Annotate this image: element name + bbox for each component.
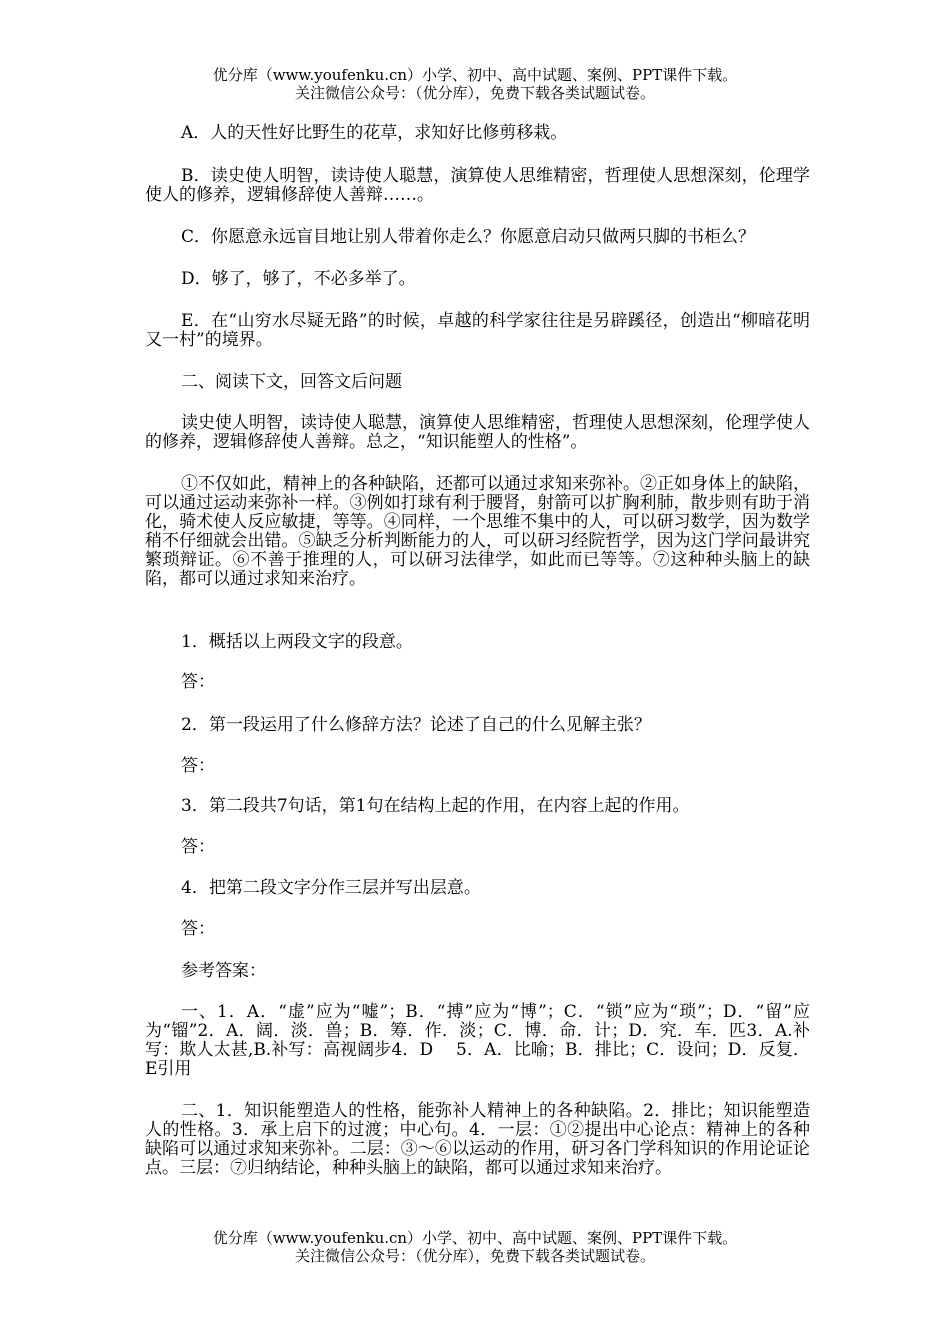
option-d: D．够了，够了，不必多举了。	[181, 269, 416, 289]
page-footer	[0, 1229, 950, 1265]
option-b: B．读史使人明智，读诗使人聪慧，演算使人思维精密，哲理使人思想深刻，伦理学使人的修养，逻辑修辞使人善辩……。	[145, 166, 810, 205]
passage-paragraph-2: ①不仅如此，精神上的各种缺陷，还都可以通过求知来弥补。②正如身体上的缺陷，可以通过运动来弥补一样。③例如打球有利于腰肾，射箭可以扩胸利肺，散步则有助于消化，骑术使人反应敏捷，等等。④同样，一个思维不集中的人，可以研习数学，因为数学稍不仔细就会出错。⑤缺乏分析判断能力的人，可以研习经院哲学，因为这门学问最讲究繁琐辩证。⑥不善于推理的人，可以研习法律学，如此而已等等。⑦这种种头脑上的缺陷，都可以通过求知来治疗。	[145, 474, 810, 589]
answer-key-part-2: 二、1．知识能塑造人的性格，能弥补人精神上的各种缺陷。2．排比；知识能塑造人的性格。3．承上启下的过渡；中心句。4．一层：①②提出中心论点：精神上的各种缺陷可以通过求知来弥补。二层：③～⑥以运动的作用，研习各门学科知识的作用论证论点。三层：⑦归纳结论，种种头脑上的缺陷，都可以通过求知来治疗。	[145, 1101, 810, 1178]
answer-4-label: 答：	[181, 919, 215, 939]
question-1: 1．概括以上两段文字的段意。	[181, 632, 413, 652]
footer-line-1: 优分库（www.youfenku.cn）小学、初中、高中试题、案例、PPT课件下载。	[212, 1229, 738, 1247]
answer-2-label: 答：	[181, 756, 215, 776]
question-2: 2．第一段运用了什么修辞方法？论述了自己的什么见解主张？	[181, 715, 651, 735]
answer-key-part-1: 一、1．A．“虚”应为“嘘”；B．“搏”应为“博”；C．“锁”应为“琐”；D．“留”应为“镏”2．A．阔．淡．兽；B．筹．作．淡；C．博．命．计；D．究．车．匹3．A.补写：欺人太甚,B.补写：高视阔步4．D 5．A．比喻；B．排比；C．设问；D．反复．E引用	[145, 1002, 810, 1079]
option-e: E．在“山穷水尽疑无路”的时候，卓越的科学家往往是另辟蹊径，创造出“柳暗花明又一村”的境界。	[145, 311, 810, 350]
question-3: 3．第二段共7句话，第1句在结构上起的作用，在内容上起的作用。	[181, 796, 690, 816]
option-a: A．人的天性好比野生的花草，求知好比修剪移栽。	[181, 123, 568, 143]
answer-1-label: 答：	[181, 672, 215, 692]
option-c: C．你愿意永远盲目地让别人带着你走么？你愿意启动只做两只脚的书柜么？	[181, 227, 756, 247]
answer-key-title: 参考答案：	[181, 961, 266, 981]
section-2-title: 二、阅读下文，回答文后问题	[181, 372, 402, 392]
question-4: 4．把第二段文字分作三层并写出层意。	[181, 878, 481, 898]
header-line-2: 关注微信公众号：（优分库），免费下载各类试题试卷。	[294, 84, 655, 102]
page-header	[0, 66, 950, 102]
header-line-1: 优分库（www.youfenku.cn）小学、初中、高中试题、案例、PPT课件下载。	[212, 66, 738, 84]
footer-line-2: 关注微信公众号：（优分库），免费下载各类试题试卷。	[294, 1247, 655, 1265]
answer-3-label: 答：	[181, 837, 215, 857]
passage-paragraph-1: 读史使人明智，读诗使人聪慧，演算使人思维精密，哲理使人思想深刻，伦理学使人的修养，逻辑修辞使人善辩。总之，“知识能塑人的性格”。	[145, 413, 810, 452]
